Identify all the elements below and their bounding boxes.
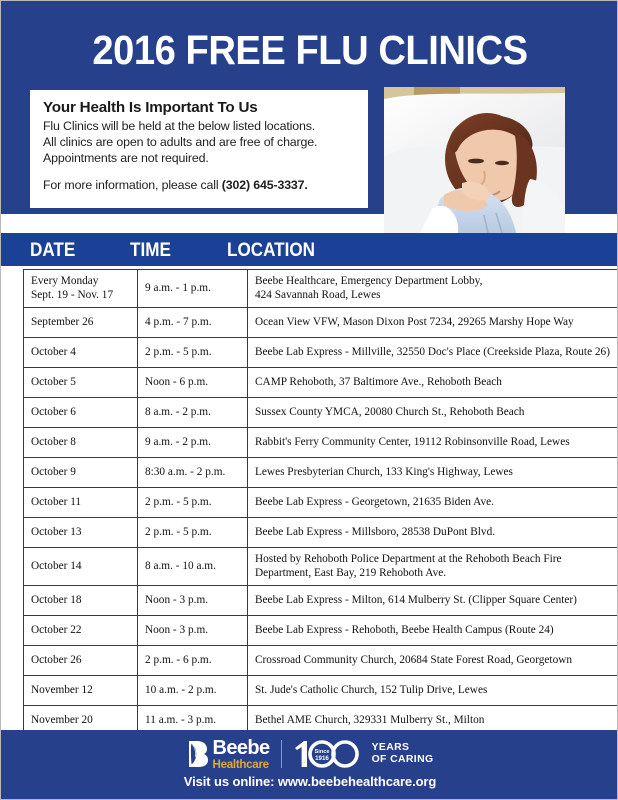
logo-name-text: Beebe xyxy=(212,736,270,759)
table-row xyxy=(24,368,618,398)
cell-date: October 9 xyxy=(24,458,138,488)
column-header-date: DATE xyxy=(30,240,76,261)
beebe-wordmark xyxy=(213,738,270,771)
cell-date: November 12 xyxy=(24,676,138,706)
cell-date: October 26 xyxy=(24,646,138,676)
cell-date: September 26 xyxy=(24,308,138,338)
cell-time: 9 a.m. - 1 p.m. xyxy=(138,270,248,308)
cell-location xyxy=(248,548,618,586)
table-row xyxy=(24,646,618,676)
cell-time: 10 a.m. - 2 p.m. xyxy=(138,676,248,706)
info-box-line-1: Flu Clinics will be held at the below listed locations. xyxy=(43,119,316,133)
cell-time: 8:30 a.m. - 2 p.m. xyxy=(138,458,248,488)
cell-location xyxy=(248,270,618,308)
years-of-caring-text xyxy=(372,742,434,766)
cell-location: Bethel AME Church, 329331 Mulberry St., Milton xyxy=(248,706,618,736)
cell-date: October 11 xyxy=(24,488,138,518)
clinic-schedule-table xyxy=(23,269,618,736)
cell-time: 4 p.m. - 7 p.m. xyxy=(138,308,248,338)
cell-date xyxy=(24,270,138,308)
cell-location: St. Jude's Catholic Church, 152 Tulip Drive, Lewes xyxy=(248,676,618,706)
table-row xyxy=(24,398,618,428)
cell-location: Crossroad Community Church, 20684 State Forest Road, Georgetown xyxy=(248,646,618,676)
website-url-text: Visit us online: www.beebehealthcare.org xyxy=(183,774,437,789)
cell-location: Beebe Lab Express - Georgetown, 21635 Biden Ave. xyxy=(248,488,618,518)
cell-location: Lewes Presbyterian Church, 133 King's Highway, Lewes xyxy=(248,458,618,488)
table-row xyxy=(24,338,618,368)
cell-time: 8 a.m. - 10 a.m. xyxy=(138,548,248,586)
of-caring-label: OF CARING xyxy=(371,754,434,765)
cell-date: October 4 xyxy=(24,338,138,368)
column-header-time: TIME xyxy=(130,240,171,261)
cell-date: October 18 xyxy=(24,586,138,616)
cell-location: Beebe Lab Express - Milton, 614 Mulberry St. (Clipper Square Center) xyxy=(248,586,618,616)
cell-time: 9 a.m. - 2 p.m. xyxy=(138,428,248,458)
cell-date: October 14 xyxy=(24,548,138,586)
table-row xyxy=(24,428,618,458)
cell-date: October 22 xyxy=(24,616,138,646)
cell-time: Noon - 3 p.m. xyxy=(138,616,248,646)
info-box-line-2: All clinics are open to adults and are free of charge. xyxy=(43,135,318,150)
location-line-2: Department, East Bay, 219 Rehoboth Ave. xyxy=(255,566,447,579)
info-box-contact xyxy=(43,178,355,192)
100-anniversary-icon xyxy=(293,739,365,769)
contact-prefix-text: For more information, please call xyxy=(43,177,222,192)
cell-time: 2 p.m. - 5 p.m. xyxy=(138,518,248,548)
badge-since-text: Since xyxy=(314,749,330,755)
schedule-table-body xyxy=(24,270,618,736)
cell-location: Beebe Lab Express - Millville, 32550 Doc's Place (Creekside Plaza, Route 26) xyxy=(248,338,618,368)
patient-photo xyxy=(384,87,565,233)
cell-date: October 6 xyxy=(24,398,138,428)
cell-date: November 20 xyxy=(24,706,138,736)
cell-time: Noon - 3 p.m. xyxy=(138,586,248,616)
years-label: YEARS xyxy=(371,742,410,753)
footer-divider xyxy=(281,740,282,768)
cell-time: 11 a.m. - 3 p.m. xyxy=(138,706,248,736)
table-row xyxy=(24,548,618,586)
cell-date: October 8 xyxy=(24,428,138,458)
100-years-badge xyxy=(293,739,434,769)
location-line-2: 424 Savannah Road, Lewes xyxy=(255,288,381,301)
table-row xyxy=(24,676,618,706)
date-line-2: Sept. 19 - Nov. 17 xyxy=(31,288,114,301)
location-line-1: Hosted by Rehoboth Police Department at the Rehoboth Beach Fire xyxy=(255,553,562,565)
cell-time: 2 p.m. - 6 p.m. xyxy=(138,646,248,676)
column-header-location: LOCATION xyxy=(227,240,316,261)
beebe-b-logo-icon xyxy=(187,740,210,768)
contact-phone-number: (302) 645-3337. xyxy=(221,177,308,192)
cell-location: Beebe Lab Express - Millsboro, 28538 DuPont Blvd. xyxy=(248,518,618,548)
table-row xyxy=(24,458,618,488)
info-box xyxy=(30,90,368,208)
info-box-line-3: Appointments are not required. xyxy=(43,151,209,166)
cell-location: Rabbit's Ferry Community Center, 19112 Robinsonville Road, Lewes xyxy=(248,428,618,458)
info-box-heading: Your Health Is Important To Us xyxy=(43,99,258,116)
table-row xyxy=(24,586,618,616)
cell-time: Noon - 6 p.m. xyxy=(138,368,248,398)
footer-band xyxy=(1,730,618,799)
cell-location: Beebe Lab Express - Rehoboth, Beebe Health Campus (Route 24) xyxy=(248,616,618,646)
cell-location: Sussex County YMCA, 20080 Church St., Rehoboth Beach xyxy=(248,398,618,428)
logo-subtitle-text: Healthcare xyxy=(212,757,269,771)
table-row xyxy=(24,270,618,308)
badge-year-text: 1916 xyxy=(314,755,329,762)
page-title: 2016 FREE FLU CLINICS xyxy=(92,27,528,73)
cell-time: 2 p.m. - 5 p.m. xyxy=(138,488,248,518)
cell-date: October 13 xyxy=(24,518,138,548)
cell-time: 2 p.m. - 5 p.m. xyxy=(138,338,248,368)
cell-time: 8 a.m. - 2 p.m. xyxy=(138,398,248,428)
cell-location: Ocean View VFW, Mason Dixon Post 7234, 29265 Marshy Hope Way xyxy=(248,308,618,338)
cell-date: October 5 xyxy=(24,368,138,398)
cell-location: CAMP Rehoboth, 37 Baltimore Ave., Rehoboth Beach xyxy=(248,368,618,398)
table-row xyxy=(24,518,618,548)
coughing-woman-illustration xyxy=(384,87,565,233)
date-line-1: Every Monday xyxy=(31,275,99,287)
footer-logo-group xyxy=(1,737,618,771)
location-line-1: Beebe Healthcare, Emergency Department Lobby, xyxy=(255,275,483,287)
table-row xyxy=(24,616,618,646)
table-row xyxy=(24,488,618,518)
table-row xyxy=(24,308,618,338)
info-box-spacer xyxy=(43,167,355,178)
